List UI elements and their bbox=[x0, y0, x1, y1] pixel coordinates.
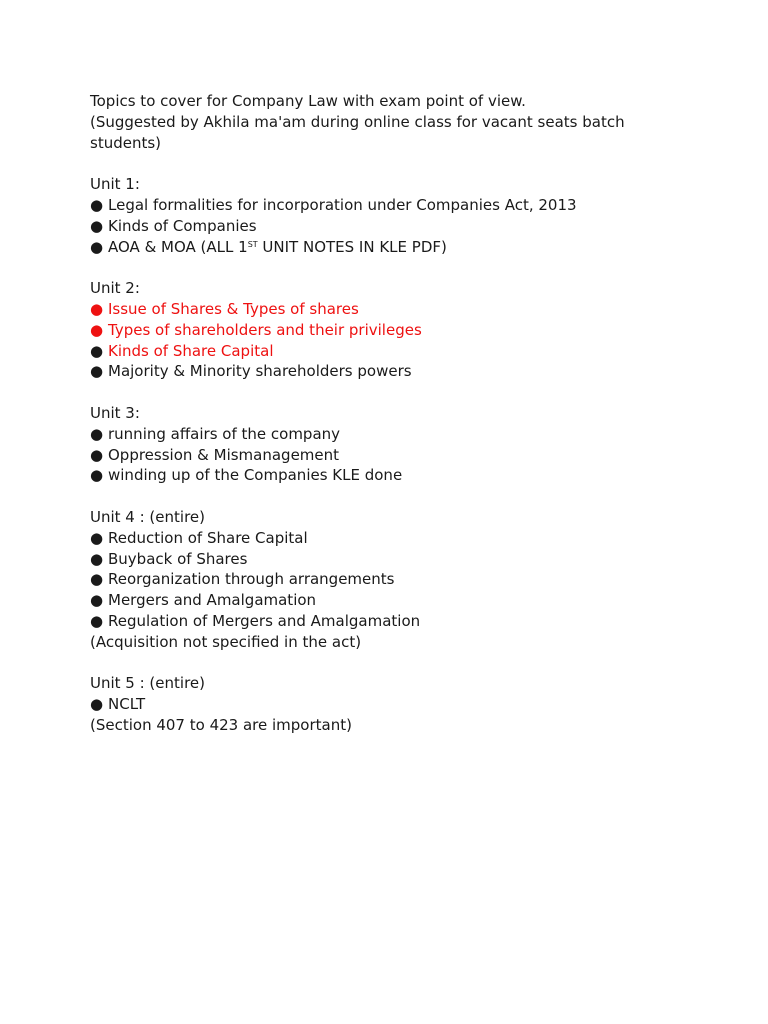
list-item: ● Legal formalities for incorporation under Companies Act, 2013 bbox=[90, 195, 577, 214]
unit4-note: (Acquisition not specified in the act) bbox=[90, 632, 362, 651]
bullet-icon: ● bbox=[90, 549, 104, 568]
list-item: ● Reduction of Share Capital bbox=[90, 528, 308, 547]
spacer bbox=[90, 257, 690, 278]
list-item-highlighted: ● Types of shareholders and their privileges bbox=[90, 320, 422, 339]
intro-subtitle-cont: students) bbox=[90, 133, 162, 152]
list-item: ● AOA & MOA (ALL 1ST UNIT NOTES IN KLE PDF) bbox=[90, 237, 447, 256]
list-item-highlighted: ● Issue of Shares & Types of shares bbox=[90, 299, 359, 318]
unit4-heading: Unit 4 : (entire) bbox=[90, 507, 205, 526]
bullet-icon: ● bbox=[90, 424, 104, 443]
bullet-icon: ● bbox=[90, 362, 104, 381]
bullet-icon: ● bbox=[90, 195, 104, 214]
list-item: ● NCLT bbox=[90, 695, 146, 714]
superscript: ST bbox=[247, 239, 258, 249]
list-item: ● Reorganization through arrangements bbox=[90, 570, 395, 589]
list-item: ● winding up of the Companies KLE done bbox=[90, 466, 403, 485]
list-item: ● Majority & Minority shareholders powers bbox=[90, 362, 412, 381]
document-body bbox=[90, 91, 690, 736]
bullet-icon: ● bbox=[90, 341, 104, 360]
highlighted-text: Kinds of Share Capital bbox=[108, 341, 274, 360]
bullet-icon: ● bbox=[90, 570, 104, 589]
bullet-icon: ● bbox=[90, 237, 104, 256]
intro-title: Topics to cover for Company Law with exam point of view. bbox=[90, 92, 526, 110]
list-item bbox=[90, 341, 690, 362]
bullet-icon: ● bbox=[90, 591, 104, 610]
bullet-icon: ● bbox=[90, 445, 104, 464]
unit5-heading: Unit 5 : (entire) bbox=[90, 674, 205, 693]
bullet-icon: ● bbox=[90, 466, 104, 485]
spacer bbox=[90, 382, 690, 403]
list-item: ● running affairs of the company bbox=[90, 424, 341, 443]
spacer bbox=[90, 153, 690, 174]
bullet-icon: ● bbox=[90, 528, 104, 547]
bullet-icon: ● bbox=[90, 299, 104, 318]
list-item: ● Kinds of Companies bbox=[90, 216, 257, 235]
bullet-icon: ● bbox=[90, 320, 104, 339]
spacer bbox=[90, 653, 690, 674]
list-item: ● Mergers and Amalgamation bbox=[90, 591, 317, 610]
list-item: ● Regulation of Mergers and Amalgamation bbox=[90, 611, 421, 630]
unit3-heading: Unit 3: bbox=[90, 403, 140, 422]
spacer bbox=[90, 486, 690, 507]
bullet-icon: ● bbox=[90, 611, 104, 630]
list-item: ● Oppression & Mismanagement bbox=[90, 445, 340, 464]
unit5-note: (Section 407 to 423 are important) bbox=[90, 715, 352, 734]
bullet-icon: ● bbox=[90, 216, 104, 235]
intro-subtitle: (Suggested by Akhila ma'am during online class for vacant seats batch bbox=[90, 112, 625, 131]
list-item: ● Buyback of Shares bbox=[90, 549, 248, 568]
unit2-heading: Unit 2: bbox=[90, 279, 140, 298]
bullet-icon: ● bbox=[90, 695, 104, 714]
unit1-heading: Unit 1: bbox=[90, 175, 140, 194]
